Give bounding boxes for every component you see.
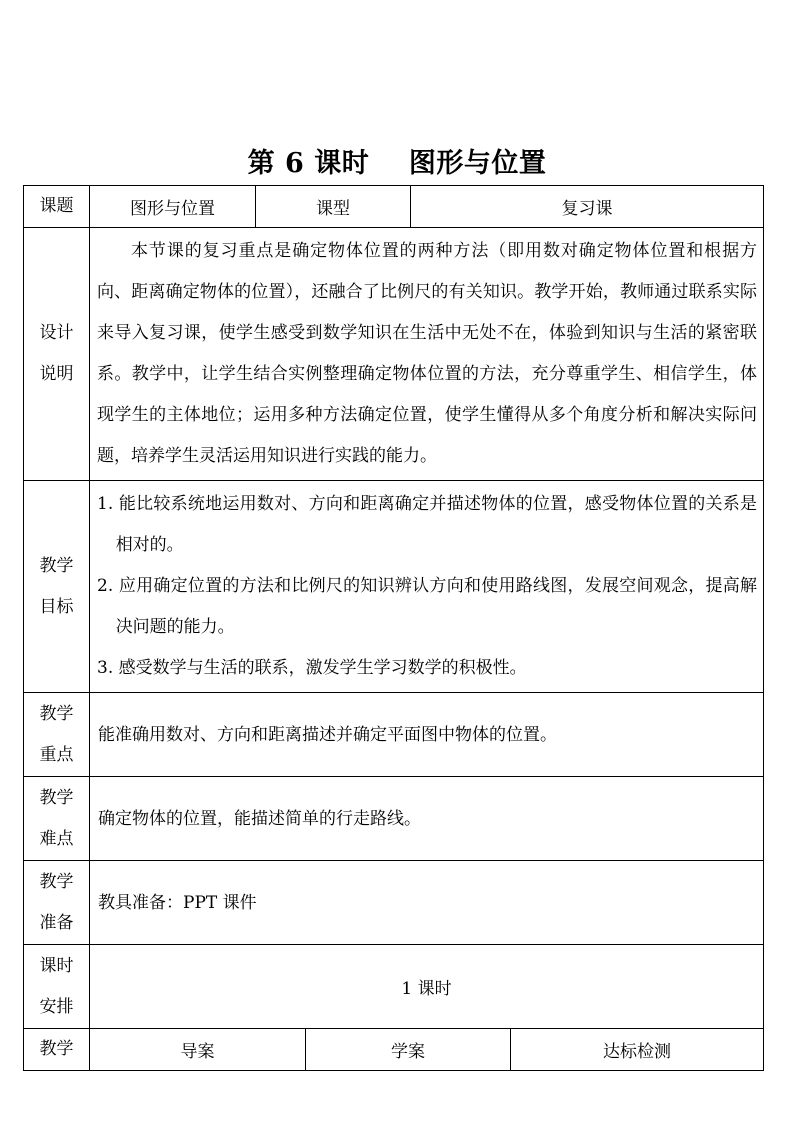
design-text-cell: [90, 228, 764, 481]
preparation-row: [24, 861, 764, 945]
process-label: 教学: [24, 1029, 90, 1071]
topic-value: 图形与位置: [90, 186, 256, 228]
design-text: 本节课的复习重点是确定物体位置的两种方法（即用数对确定物体位置和根据方向、距离确定物体的位置），还融合了比例尺的有关知识。教学开始，教师通过联系实际来导入复习课，使学生感受到数学知识在生活中无处不在，体验到知识与生活的紧密联系。教学中，让学生结合实例整理确定物体位置的方法，充分尊重学生、相信学生，体现学生的主体地位；运用多种方法确定位置，使学生懂得从多个角度分析和解决实际问题，培养学生灵活运用知识进行实践的能力。: [97, 241, 757, 466]
header-row: [24, 186, 764, 228]
key-points-row: [24, 693, 764, 777]
goals-row: [24, 481, 764, 693]
key-points-text: 能准确用数对、方向和距离描述并确定平面图中物体的位置。: [90, 693, 764, 777]
lesson-type-label: 课型: [256, 186, 411, 228]
goal-item: 2. 应用确定位置的方法和比例尺的知识辨认方向和使用路线图，发展空间观念，提高解决问题的能力。: [97, 576, 757, 637]
design-row: [24, 228, 764, 481]
goal-item: 1. 能比较系统地运用数对、方向和距离确定并描述物体的位置，感受物体位置的关系是相对的。: [97, 494, 757, 555]
difficulties-row: [24, 777, 764, 861]
difficulties-text: 确定物体的位置，能描述简单的行走路线。: [90, 777, 764, 861]
goal-item: 3. 感受数学与生活的联系，激发学生学习数学的积极性。: [97, 658, 527, 678]
preparation-label: 教学准备: [24, 861, 90, 945]
study-plan-header: 学案: [306, 1029, 511, 1071]
topic-label: 课题: [24, 186, 90, 228]
difficulties-label: 教学难点: [24, 777, 90, 861]
key-points-label: 教学重点: [24, 693, 90, 777]
schedule-row: [24, 945, 764, 1029]
schedule-text: 1 课时: [90, 945, 764, 1029]
lesson-type-value: 复习课: [411, 186, 764, 228]
schedule-label: 课时安排: [24, 945, 90, 1029]
design-label: 设计说明: [24, 228, 90, 481]
assessment-header: 达标检测: [511, 1029, 764, 1071]
goals-cell: [90, 481, 764, 693]
page-title: 第 6 课时 图形与位置: [247, 148, 547, 179]
preparation-text: 教具准备：PPT 课件: [90, 861, 764, 945]
guide-plan-header: 导案: [90, 1029, 306, 1071]
process-header-row: [24, 1029, 764, 1071]
goals-label: 教学目标: [24, 481, 90, 693]
lesson-plan-table: [23, 185, 764, 1071]
